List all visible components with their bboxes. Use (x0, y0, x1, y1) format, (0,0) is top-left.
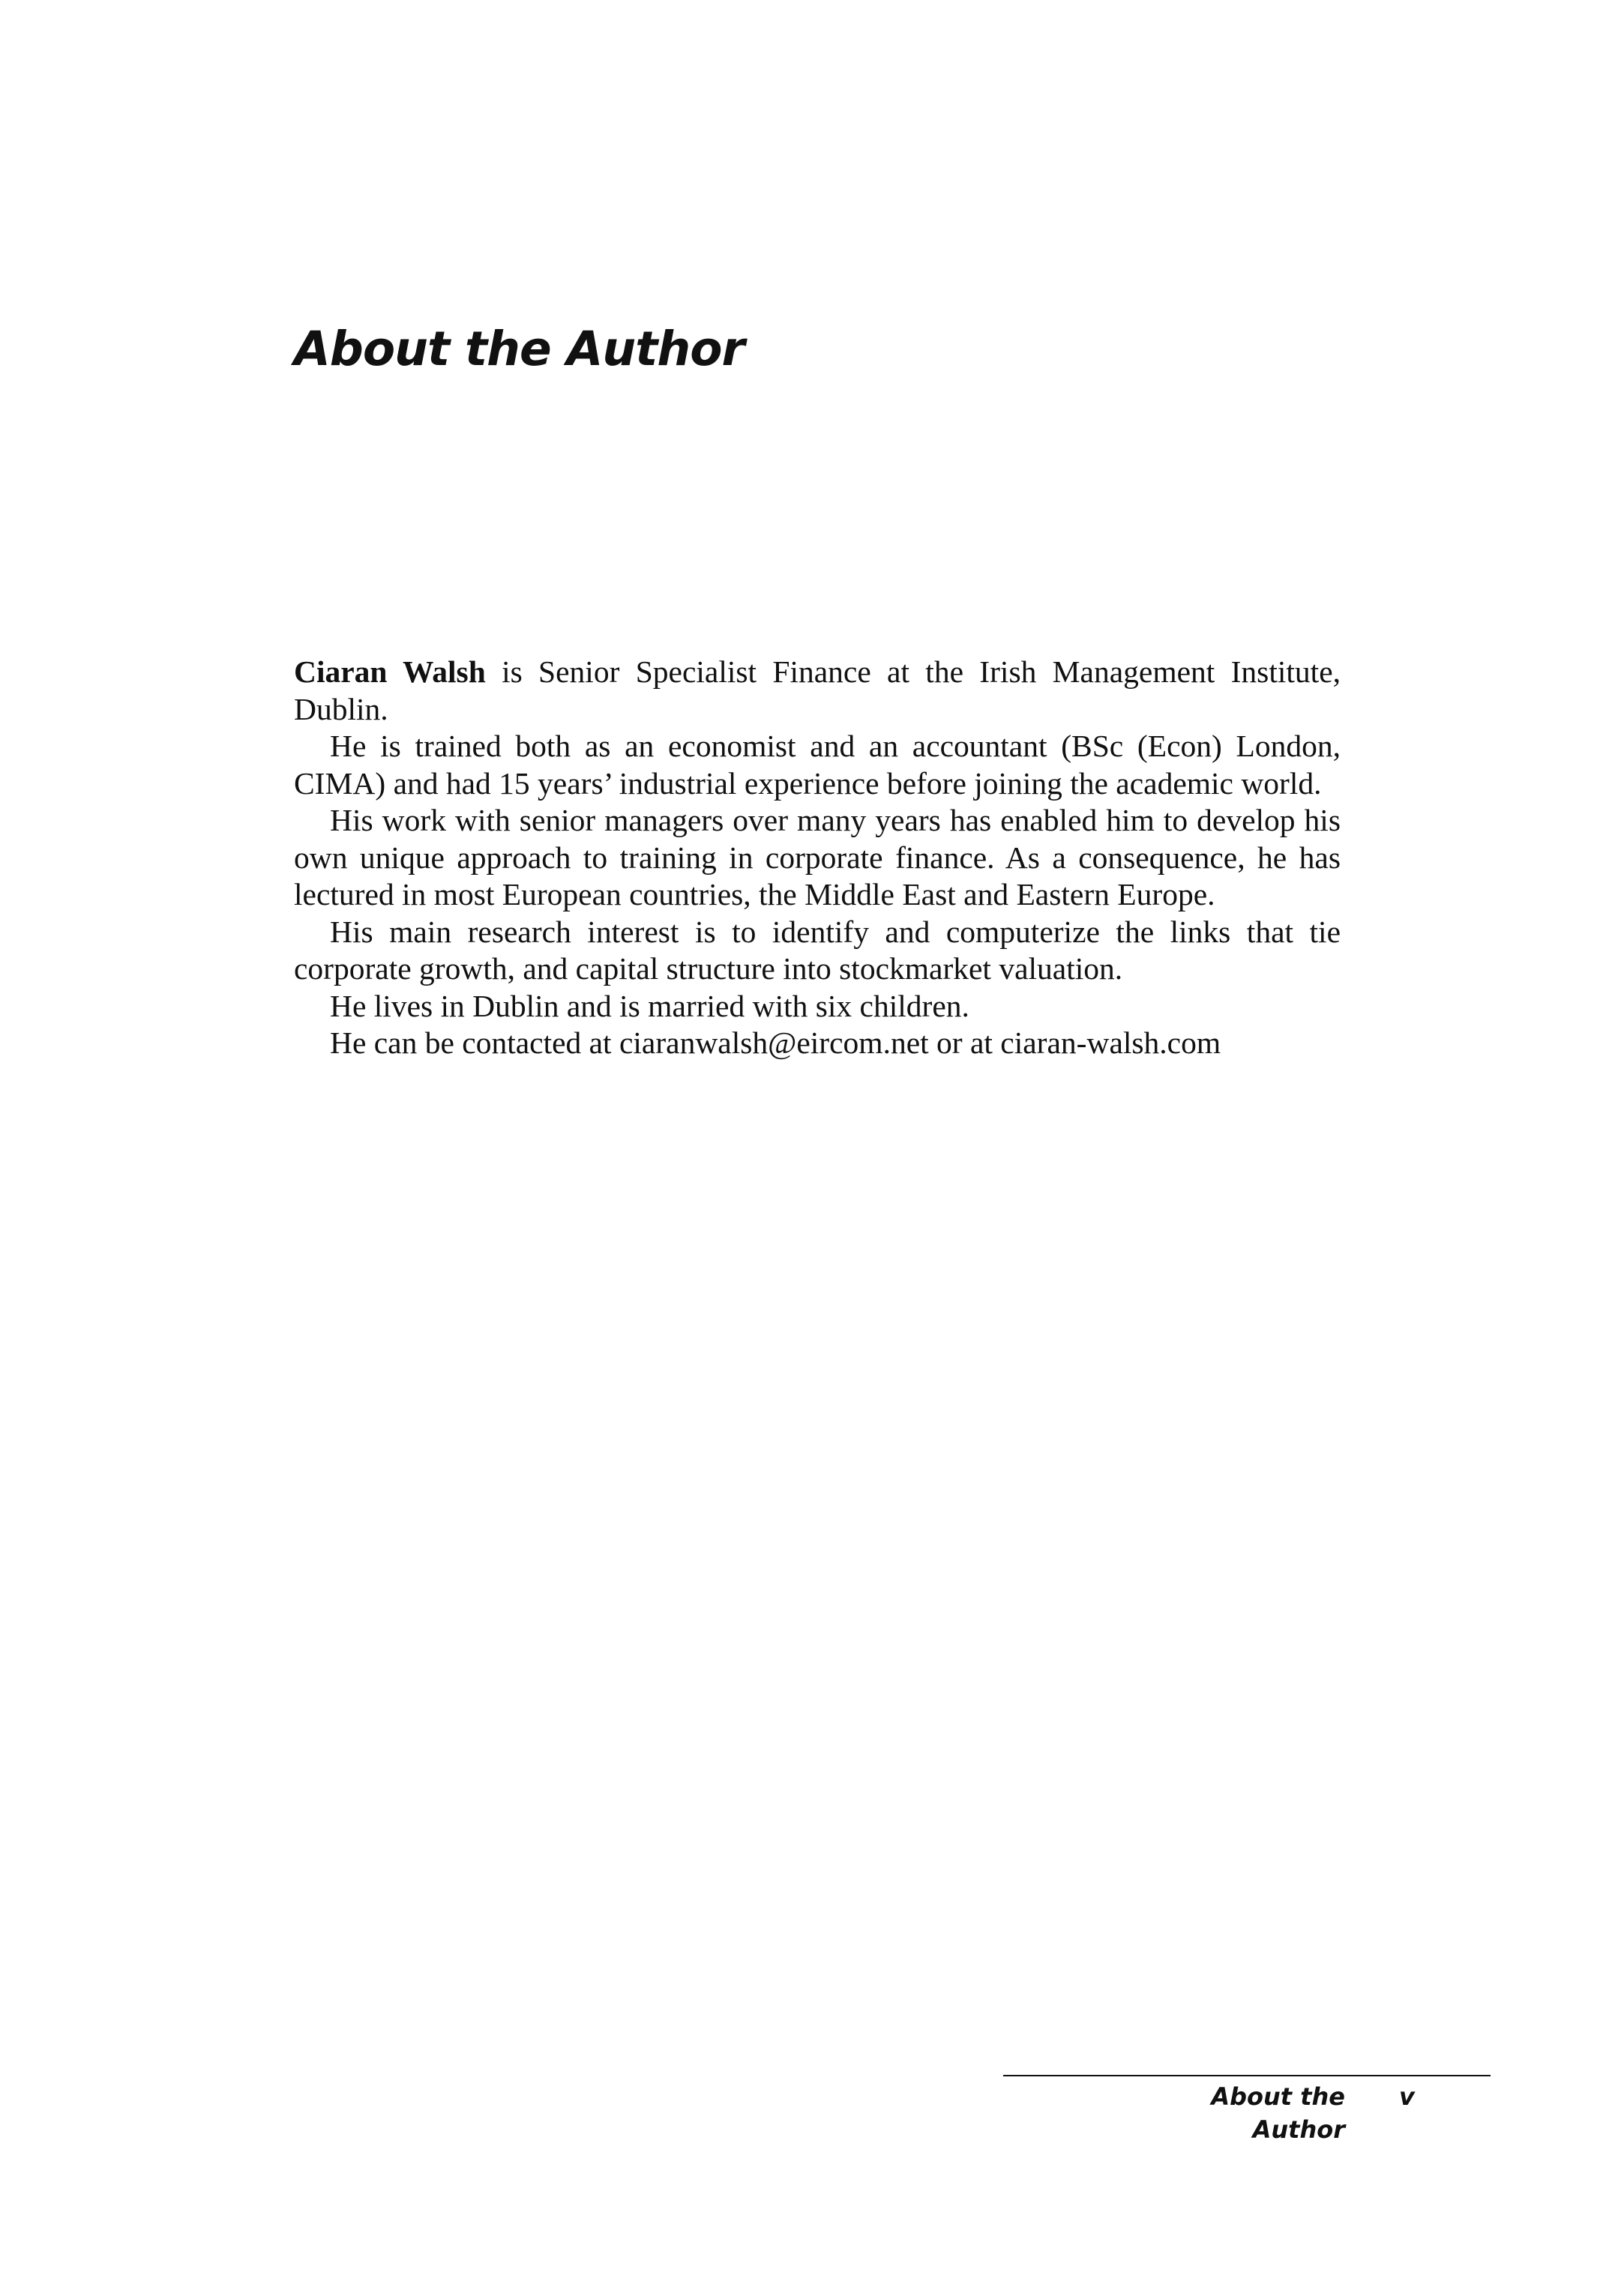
author-bio (294, 654, 1341, 1062)
bio-intro-paragraph (294, 654, 1341, 728)
bio-paragraph-research: His main research interest is to identify and computerize the links that tie corporate growth, and capital structure into stockmarket valuation. (294, 914, 1341, 986)
bio-intro-text: is Senior Specialist Finance at the Irish Management Institute, Dublin. (294, 654, 1341, 726)
page-title: About the Author (294, 322, 745, 376)
footer-page-number: v (1399, 2082, 1415, 2111)
bio-paragraph-work: His work with senior managers over many years has enabled him to develop his own unique approach to training in corporate finance. As a consequence, he has lectured in most European countries, the Middle East and Eastern Europe. (294, 803, 1341, 912)
footer-rule (1003, 2075, 1491, 2076)
bio-paragraph-family: He lives in Dublin and is married with six children. (330, 988, 969, 1023)
footer-running-title: About the Author (1211, 2082, 1345, 2144)
author-name: Ciaran Walsh (294, 654, 486, 689)
bio-paragraph-training: He is trained both as an economist and an accountant (BSc (Econ) London, CIMA) and had 15 years’ industrial experience before joining the academic world. (294, 729, 1341, 801)
bio-paragraph-contact: He can be contacted at ciaranwalsh@eircom.net or at ciaran-walsh.com (330, 1025, 1221, 1060)
